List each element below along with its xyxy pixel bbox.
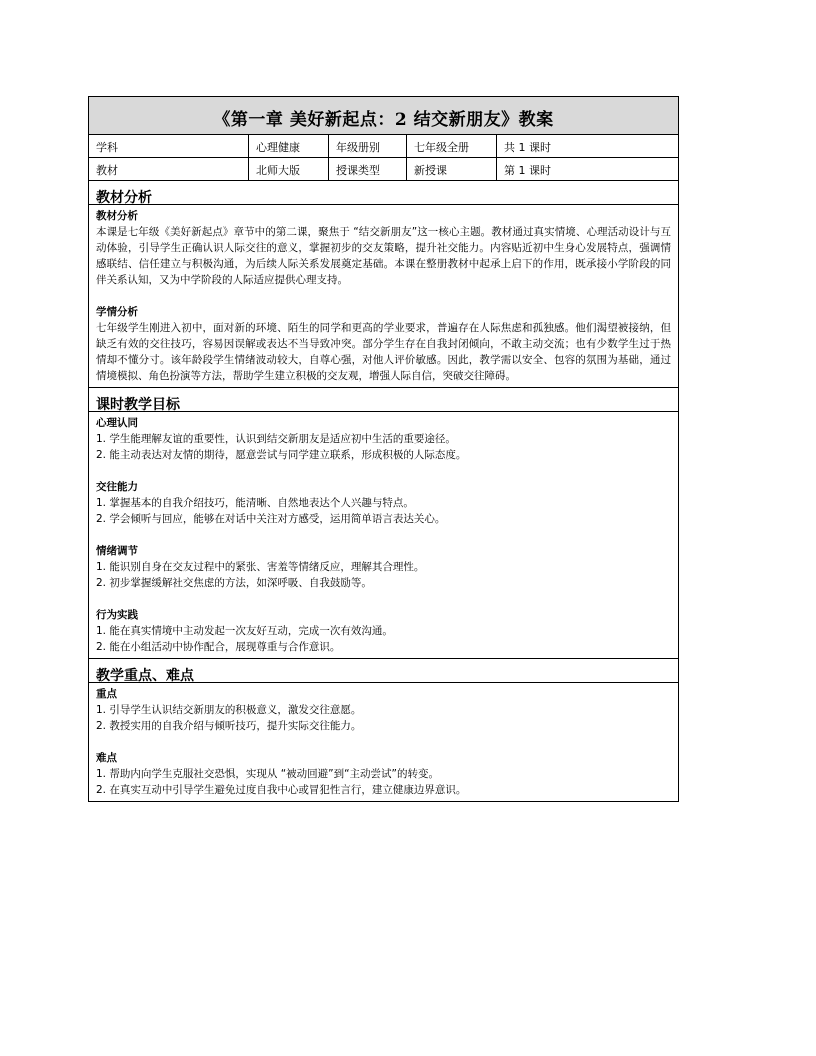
material-analysis-text: 本课是七年级《美好新起点》章节中的第二课，聚焦于 “结交新朋友”这一核心主题。教材通过真实情境、心理活动设计与互动体验，引导学生正确认识人际交往的意义，掌握初步的交友策略，提升社交能力。内容贴近初中生身心发展特点，强调情感联结、信任建立与积极沟通，为后续人际关系发展奠定基础。本课在整册教材中起承上启下的作用，既承接小学阶段的同伴关系认知，又为中学阶段的人际适应提供心理支持。	[96, 226, 671, 286]
subsection-title: 学情分析	[96, 306, 138, 318]
info-cell: 授课类型	[329, 158, 407, 180]
document-title: 《第一章 美好新起点：2 结交新朋友》教案	[213, 110, 554, 130]
info-cell: 心理健康	[249, 135, 329, 157]
objective-group-title: 交往能力	[96, 481, 138, 493]
info-cell: 第 1 课时	[504, 164, 551, 177]
lesson-plan-document	[88, 96, 679, 802]
list-item: 2. 初步掌握缓解社交焦虑的方法，如深呼吸、自我鼓励等。	[96, 577, 372, 589]
list-item: 1. 引导学生认识结交新朋友的积极意义，激发交往意愿。	[96, 704, 362, 716]
section-heading-analysis: 教材分析	[89, 181, 678, 205]
list-item: 2. 在真实互动中引导学生避免过度自我中心或冒犯性言行，建立健康边界意识。	[96, 784, 467, 796]
info-cell: 教材	[89, 158, 249, 180]
list-item: 1. 帮助内向学生克服社交恐惧，实现从 “被动回避”到“主动尝试”的转变。	[96, 768, 439, 780]
key-point-group-title: 难点	[96, 752, 117, 764]
section-body-objectives	[89, 412, 678, 659]
info-cell: 新授课	[407, 158, 497, 180]
list-item: 1. 学生能理解友谊的重要性，认识到结交新朋友是适应初中生活的重要途径。	[96, 433, 456, 445]
info-row-2	[89, 158, 678, 181]
list-item: 2. 能在小组活动中协作配合，展现尊重与合作意识。	[96, 641, 341, 653]
objective-group-title: 行为实践	[96, 609, 138, 621]
info-cell: 北师大版	[249, 158, 329, 180]
info-row-1	[89, 135, 678, 158]
objective-group-title: 心理认同	[96, 417, 138, 429]
list-item: 2. 教授实用的自我介绍与倾听技巧，提升实际交往能力。	[96, 720, 362, 732]
subsection-title: 教材分析	[96, 210, 138, 222]
document-title-row	[89, 97, 678, 135]
section-body-analysis	[89, 205, 678, 388]
section-heading-objectives: 课时教学目标	[89, 388, 678, 412]
objective-group-title: 情绪调节	[96, 545, 138, 557]
info-cell: 七年级全册	[407, 135, 497, 157]
section-body-key-points	[89, 683, 678, 801]
list-item: 1. 能识别自身在交友过程中的紧张、害羞等情绪反应，理解其合理性。	[96, 561, 425, 573]
learner-analysis-text: 七年级学生刚进入初中，面对新的环境、陌生的同学和更高的学业要求，普遍存在人际焦虑和孤独感。他们渴望被接纳，但缺乏有效的交往技巧，容易因误解或表达不当导致冲突。部分学生存在自我封闭倾向，不敢主动交流；也有少数学生过于热情却不懂分寸。该年龄段学生情绪波动较大，自尊心强，对他人评价敏感。因此，教学需以安全、包容的氛围为基础，通过情境模拟、角色扮演等方法，帮助学生建立积极的交友观，增强人际自信，突破交往障碍。	[96, 322, 671, 382]
list-item: 2. 能主动表达对友情的期待，愿意尝试与同学建立联系，形成积极的人际态度。	[96, 449, 467, 461]
info-cell: 学科	[89, 135, 249, 157]
list-item: 2. 学会倾听与回应，能够在对话中关注对方感受，运用简单语言表达关心。	[96, 513, 446, 525]
list-item: 1. 掌握基本的自我介绍技巧，能清晰、自然地表达个人兴趣与特点。	[96, 497, 414, 509]
info-cell: 年级册别	[329, 135, 407, 157]
info-cell: 共 1 课时	[504, 141, 551, 154]
section-heading-key-points: 教学重点、难点	[89, 659, 678, 683]
list-item: 1. 能在真实情境中主动发起一次友好互动，完成一次有效沟通。	[96, 625, 393, 637]
key-point-group-title: 重点	[96, 688, 117, 700]
